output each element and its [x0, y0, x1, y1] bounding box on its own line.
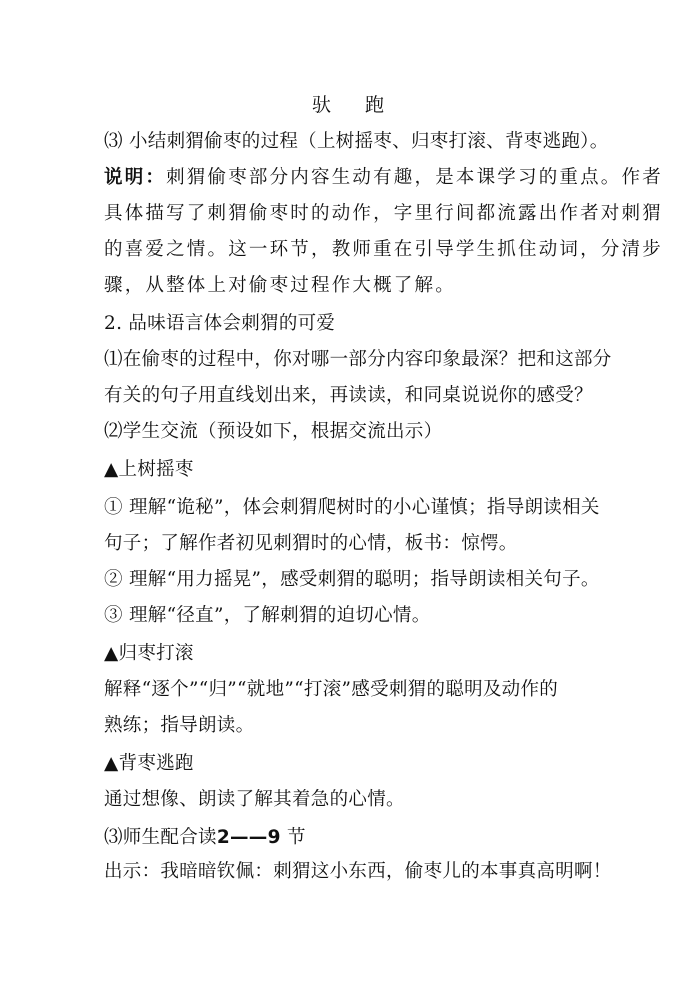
note-label: 说明： — [104, 167, 167, 188]
reading-prefix: ⑶师生配合读 — [104, 827, 217, 848]
text-line-20 — [104, 824, 614, 852]
subheading-shangshu: ▲上树摇枣 — [104, 459, 194, 480]
text-line-3: 具体描写了刺猬偷枣时的动作，字里行间都流露出作者对刺猬 — [104, 203, 663, 224]
subheading-guizao: ▲归枣打滚 — [104, 643, 194, 664]
text-line-7: ⑴在偷枣的过程中，你对哪一部分内容印象最深？把和这部分 — [104, 349, 612, 370]
text-line-9: ⑵学生交流（预设如下，根据交流出示） — [104, 421, 443, 442]
section-heading: 2. 品味语言体会刺猬的可爱 — [104, 313, 336, 334]
text-line-13: ② 理解“用力摇晃”，感受刺猬的聪明；指导朗读相关句子。 — [104, 569, 600, 590]
text-line-21: 出示：我暗暗钦佩：刺猬这小东西，偷枣儿的本事真高明啊！ — [104, 861, 612, 882]
text-line-8: 有关的句子用直线划出来，再读读，和同桌说说你的感受？ — [104, 385, 593, 406]
text-line-4: 的喜爱之情。这一环节，教师重在引导学生抓住动词，分清步 — [104, 239, 663, 260]
reading-suffix: 节 — [280, 827, 306, 848]
text-line-19: 通过想像、朗读了解其着急的心情。 — [104, 789, 405, 810]
text-line-1: ⑶ 小结刺猬偷枣的过程（上树摇枣、归枣打滚、背枣逃跑）。 — [104, 131, 609, 152]
text-line-17: 熟练；指导朗读。 — [104, 715, 255, 736]
text-line-14: ③ 理解“径直”，了解刺猬的迫切心情。 — [104, 605, 431, 626]
subheading-beizao: ▲背枣逃跑 — [104, 753, 194, 774]
text-line-5: 骤，从整体上对偷枣过程作大概了解。 — [104, 275, 456, 296]
note-text: 刺猬偷枣部分内容生动有趣，是本课学习的重点。作者 — [166, 167, 663, 188]
text-line-12: 句子；了解作者初见刺猬时的心情，板书：惊愕。 — [104, 533, 518, 554]
text-line-16: 解释“逐个”“归”“就地”“打滚”感受刺猬的聪明及动作的 — [104, 679, 559, 700]
text-line-11: ① 理解“诡秘”，体会刺猬爬树时的小心谨慎；指导朗读相关 — [104, 497, 600, 518]
reading-range: 2——9 — [216, 827, 281, 848]
header-title: 驮跑 — [311, 94, 418, 116]
text-line-2 — [104, 164, 663, 192]
